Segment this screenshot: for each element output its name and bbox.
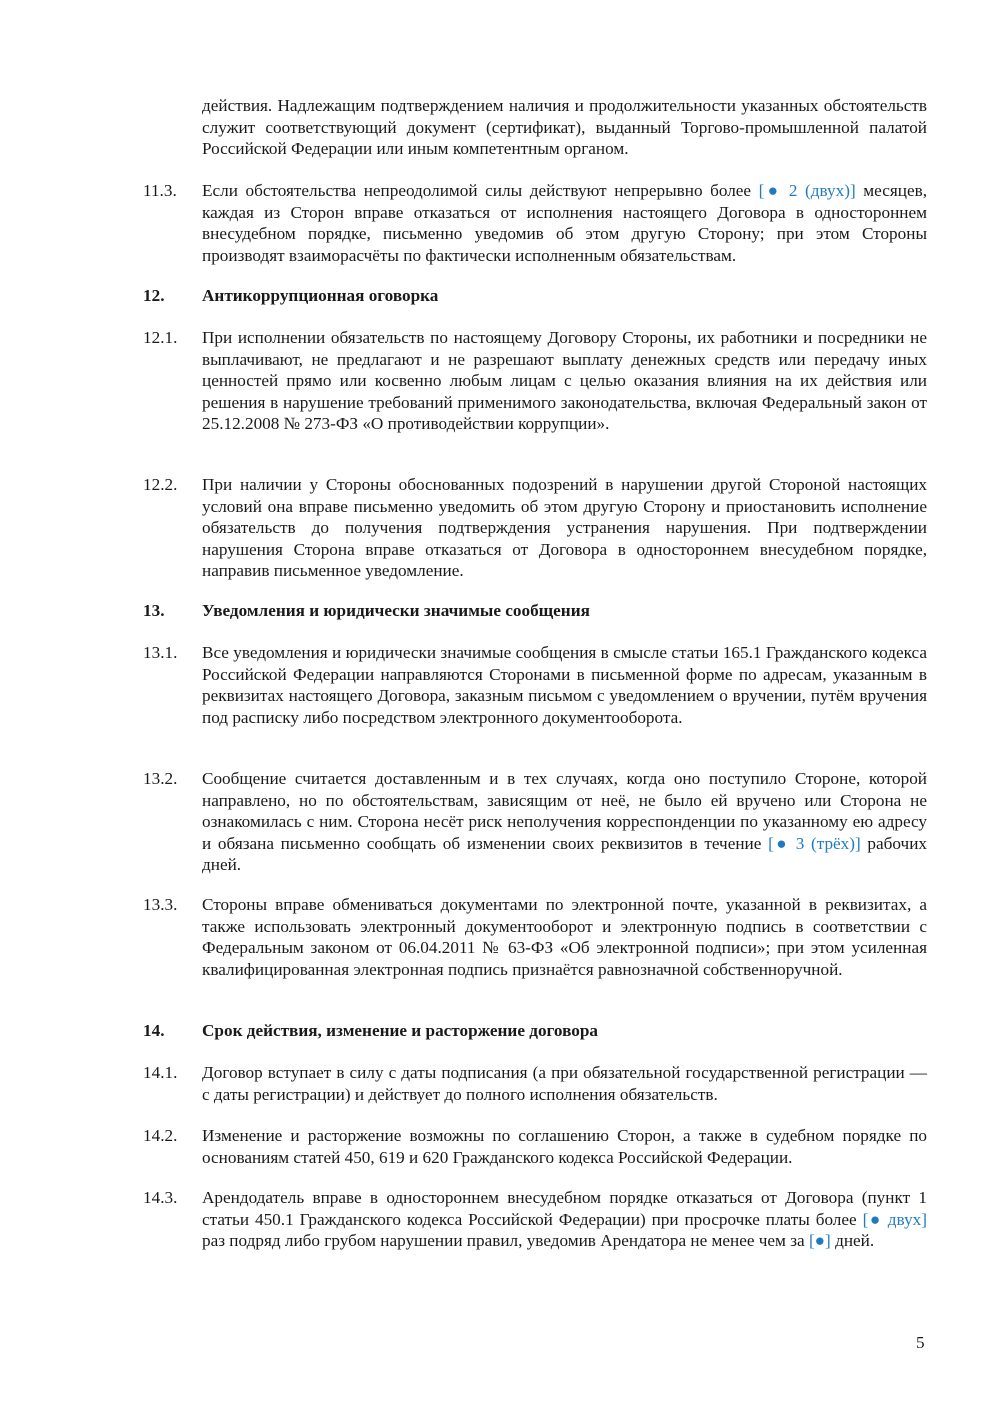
text-run: месяцев, каждая из Сторон вправе отказаться от исполнения настоящего Договора в одностороннем внесудебном порядке, письменно уведомив об этом другую Сторону; при этом Стороны производят взаиморасчёты по фактически исполненным обязательствам.: [202, 181, 927, 265]
clause-number: 11.3.: [143, 181, 177, 200]
clause-number: 13.1.: [143, 643, 178, 662]
text-run: Сообщение считается доставленным и в тех случаях, когда оно поступило Стороне, которой направлено, но по обстоятельствам, зависящим от неё, не было ей вручено или Сторона не ознакомилась с ним. Сторона несёт риск неполучения корреспонденции по указанному ею адресу и обязана письменно сообщать об изменении своих реквизитов в течение: [202, 769, 927, 853]
text-run: раз подряд либо грубом нарушении правил, уведомив Арендатора не менее чем за: [202, 1231, 809, 1251]
continuation-paragraph: действия. Надлежащим подтверждением наличия и продолжительности указанных обстоятельств служит соответствующий документ (сертификат), выданный Торгово-промышленной палатой Российской Федерации или иным компетентным органом.: [202, 96, 927, 159]
text-run: Антикоррупционная оговорка: [202, 286, 439, 305]
clause-text: [202, 327, 927, 435]
clause-text: [202, 1187, 927, 1252]
clause-text: [202, 1062, 927, 1105]
text-run: Уведомления и юридически значимые сообщения: [202, 601, 590, 620]
placeholder-field: [●]: [808, 1231, 831, 1251]
text-run: Договор вступает в силу с даты подписания (а при обязательной государственной регистрации — с даты регистрации) и действует до полного исполнения обязательств.: [202, 1063, 927, 1104]
text-run: Арендодатель вправе в одностороннем внесудебном порядке отказаться от Договора (пункт 1 статьи 450.1 Гражданского кодекса Российской Федерации) при просрочке платы более: [202, 1188, 927, 1229]
section-title: [202, 600, 927, 622]
text-run: При исполнении обязательств по настоящему Договору Стороны, их работники и посредники не выплачивают, не предлагают и не разрешают выплату денежных средств или передачу иных ценностей прямо или косвенно любым лицам с целью оказания влияния на их действия или решения в нарушение требований применимого законодательства, включая Федеральный закон от 25.12.2008 № 273-ФЗ «О противодействии коррупции».: [202, 328, 927, 434]
placeholder-field: [● 3 (трёх)]: [768, 833, 861, 853]
section-title: [202, 1020, 927, 1042]
text-run: Все уведомления и юридически значимые сообщения в смысле статьи 165.1 Гражданского кодекса Российской Федерации направляются Сторонами в письменной форме по адресам, указанным в реквизитах настоящего Договора, заказным письмом с уведомлением о вручении, путём вручения под расписку либо посредством электронного документооборота.: [202, 643, 927, 727]
section-number: 14.: [143, 1021, 165, 1040]
placeholder-field: [● 2 (двух)]: [758, 181, 856, 200]
clause-number: 13.3.: [143, 895, 178, 914]
clause-text: [202, 180, 927, 266]
section-title: [202, 285, 927, 307]
page-number: 5: [916, 1333, 925, 1352]
clause-number: 12.1.: [143, 328, 178, 347]
text-run: Срок действия, изменение и расторжение договора: [202, 1021, 598, 1040]
text-run: Стороны вправе обмениваться документами по электронной почте, указанной в реквизитах, а также использовать электронный документооборот и электронную подпись в соответствии с Федеральным законом от 06.04.2011 № 63-ФЗ «Об электронной подписи»; при этом усиленная квалифицированная электронная подпись признаётся равнозначной собственноручной.: [202, 895, 927, 979]
text-run: дней.: [830, 1231, 875, 1251]
clause-text: [202, 642, 927, 728]
clause-number: 12.2.: [143, 475, 178, 494]
text-run: Если обстоятельства непреодолимой силы действуют непрерывно более: [202, 181, 759, 200]
clause-text: [202, 894, 927, 980]
clause-number: 14.3.: [143, 1188, 178, 1207]
clause-number: 14.1.: [143, 1063, 178, 1082]
text-run: Изменение и расторжение возможны по соглашению Сторон, а также в судебном порядке по основаниям статей 450, 619 и 620 Гражданского кодекса Российской Федерации.: [202, 1126, 927, 1167]
clause-text: [202, 768, 927, 876]
section-number: 13.: [143, 601, 165, 620]
text-run: рабочих дней.: [202, 833, 927, 875]
text-run: При наличии у Стороны обоснованных подозрений в нарушении другой Стороной настоящих условий она вправе письменно уведомить об этом другую Сторону и приостановить исполнение обязательств до получения подтверждения устранения нарушения. При подтверждении нарушения Сторона вправе отказаться от Договора в одностороннем внесудебном порядке, направив письменное уведомление.: [202, 475, 927, 581]
clause-number: 13.2.: [143, 769, 178, 788]
placeholder-field: [● двух]: [862, 1209, 927, 1229]
clause-number: 14.2.: [143, 1126, 178, 1145]
section-number: 12.: [143, 286, 165, 305]
clause-text: [202, 474, 927, 582]
clause-text: [202, 1125, 927, 1168]
